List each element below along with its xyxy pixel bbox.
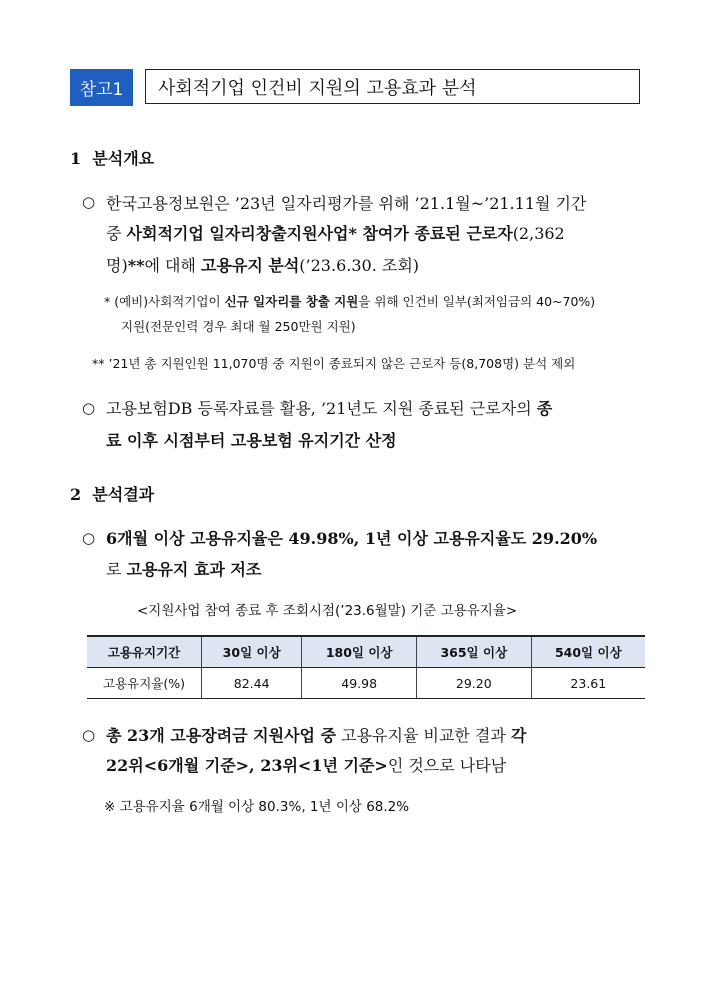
s2-bullet1-line1: 6개월 이상 고용유지율은 49.98%, 1년 이상 고용유지율도 29.20% bbox=[106, 529, 598, 548]
s1-bullet2-line1 bbox=[106, 396, 552, 419]
table-row bbox=[87, 668, 645, 699]
s1-b1-text-3a: 명) bbox=[106, 256, 128, 275]
s1-note2: ** ’21년 총 지원인원 11,070명 중 지원이 종료되지 않은 근로자 등(8,708명) 분석 제외 bbox=[92, 356, 576, 371]
s2-b1-text-2b: 고용유지 효과 저조 bbox=[126, 560, 262, 579]
s2-note: ※ 고용유지율 6개월 이상 80.3%, 1년 이상 68.2% bbox=[104, 799, 410, 815]
s1-b1-text-3d: 고용유지 분석 bbox=[200, 256, 300, 275]
s1-b1-text-3c: 에 대해 bbox=[144, 256, 201, 275]
s2-b2-text-2a: 22위<6개월 기준>, 23위<1년 기준> bbox=[106, 756, 388, 775]
s2-b2-text-2b: 인 것으로 나타남 bbox=[387, 756, 507, 775]
s1-note1-a: * (예비)사회적기업이 bbox=[104, 294, 225, 309]
table-cell: 고용유지율(%) bbox=[87, 668, 202, 699]
page-title-box bbox=[145, 69, 640, 104]
s1-b1-text-2b: 사회적기업 일자리창출지원사업* 참여가 종료된 근로자 bbox=[126, 224, 513, 243]
retention-table bbox=[87, 635, 645, 699]
section-1-number: 1 bbox=[70, 149, 82, 168]
table-header-cell: 30일 이상 bbox=[202, 636, 302, 668]
table-header-cell: 365일 이상 bbox=[416, 636, 531, 668]
s1-b1-text-3e: (’23.6.30. 조회) bbox=[299, 256, 420, 275]
s2-b2-text-1a: 총 23개 고용장려금 지원사업 중 bbox=[106, 726, 337, 745]
s1-b1-text-3b: ** bbox=[127, 256, 145, 275]
s2-bullet2-line2 bbox=[106, 753, 506, 776]
s2-bullet1-line2 bbox=[106, 557, 261, 580]
s1-bullet1-line1 bbox=[106, 191, 646, 214]
s1-note1-c: 을 위해 인건비 일부(최저임금의 40~70%) bbox=[358, 294, 596, 309]
section-2-number: 2 bbox=[70, 485, 82, 504]
s2-b2-text-1c: 각 bbox=[510, 726, 527, 745]
table-header-cell: 180일 이상 bbox=[302, 636, 417, 668]
s1-b1-text-2a: 중 bbox=[106, 224, 127, 243]
section-1-title: 분석개요 bbox=[92, 149, 155, 168]
s2-b1-text-2a: 로 bbox=[106, 560, 127, 579]
table-header-cell: 540일 이상 bbox=[531, 636, 645, 668]
section-2-title: 분석결과 bbox=[92, 485, 155, 504]
table-cell: 49.98 bbox=[302, 668, 417, 699]
circle-bullet-icon: ○ bbox=[82, 399, 96, 417]
table-cell: 82.44 bbox=[202, 668, 302, 699]
s2-bullet2-line1 bbox=[106, 723, 526, 746]
table-header-row bbox=[87, 636, 645, 668]
section-2-heading bbox=[70, 482, 154, 505]
s1-b1-text-2c: (2,362 bbox=[512, 224, 565, 243]
s1-b2-text-1b: 종 bbox=[536, 399, 553, 418]
table-header-cell: 고용유지기간 bbox=[87, 636, 202, 668]
s2-b2-text-1b: 고용유지율 비교한 결과 bbox=[336, 726, 511, 745]
s1-bullet2-line2: 료 이후 시점부터 고용보험 유지기간 산정 bbox=[106, 431, 397, 450]
table-cell: 23.61 bbox=[531, 668, 645, 699]
s1-bullet1-line2 bbox=[106, 221, 646, 244]
circle-bullet-icon: ○ bbox=[82, 726, 96, 744]
s1-note1-b: 신규 일자리를 창출 지원 bbox=[224, 294, 359, 309]
s1-b2-text-1a: 고용보험DB 등록자료를 활용, ’21년도 지원 종료된 근로자의 bbox=[106, 399, 537, 418]
circle-bullet-icon: ○ bbox=[82, 193, 96, 211]
reference-badge: 참고1 bbox=[70, 69, 133, 106]
circle-bullet-icon: ○ bbox=[82, 529, 96, 547]
s1-bullet1-line3 bbox=[106, 253, 419, 276]
s1-note1-line2: 지원(전문인력 경우 최대 월 250만원 지원) bbox=[121, 319, 356, 334]
page-title: 사회적기업 인건비 지원의 고용효과 분석 bbox=[158, 77, 477, 99]
table-cell: 29.20 bbox=[416, 668, 531, 699]
section-1-heading bbox=[70, 146, 154, 169]
table-caption: <지원사업 참여 종료 후 조회시점(’23.6월말) 기준 고용유지율> bbox=[137, 603, 518, 619]
s1-note1-line1 bbox=[104, 292, 595, 310]
s1-b1-text-1: 한국고용정보원은 ’23년 일자리평가를 위해 ’21.1월~’21.11월 기간 bbox=[106, 194, 587, 213]
